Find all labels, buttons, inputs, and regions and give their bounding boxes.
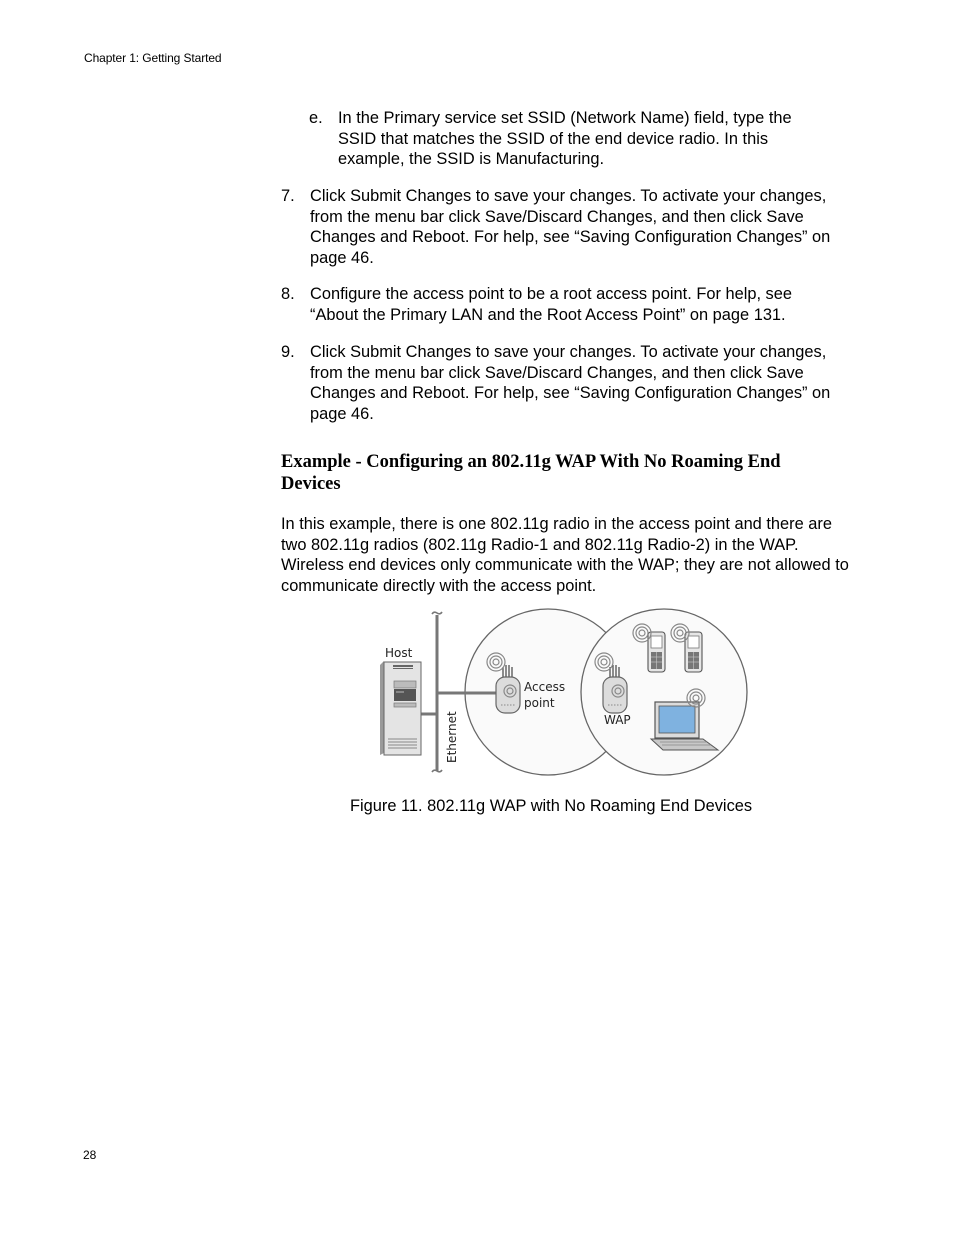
step-9 [281,342,841,424]
ethernet-label: Ethernet [445,711,459,763]
wap-label: WAP [604,713,631,727]
page-number: 28 [83,1148,97,1162]
step-text: In the Primary service set SSID (Network Name) field, type the SSID that matches the SSID of the end device radio. In this example, the SSID is Manufacturing. [338,109,792,168]
access-point-label-line1: Access [524,680,566,694]
step-text: Configure the access point to be a root access point. For help, see “About the Primary LAN and the Root Access Point” on page 131. [310,285,792,324]
section-heading: Example - Configuring an 802.11g WAP With No Roaming End Devices [281,452,781,494]
step-marker: 8. [281,285,295,303]
section-paragraph: In this example, there is one 802.11g radio in the access point and there are two 802.11g radios (802.11g Radio-1 and 802.11g Radio-2) in the WAP. Wireless end devices only communicate with the WAP; they are not allowed to communicate directly with the access point. [281,515,849,595]
step-text: Click Submit Changes to save your changes. To activate your changes, from the menu bar click Save/Discard Changes, and then click Save Changes and Reboot. For help, see “Saving Configuration Changes” on page 46. [310,187,831,267]
step-marker: 7. [281,187,295,205]
step-marker: 9. [281,343,295,361]
step-text: Click Submit Changes to save your changes. To activate your changes, from the menu bar click Save/Discard Changes, and then click Save Changes and Reboot. For help, see “Saving Configuration Changes” on page 46. [310,343,831,423]
host-label: Host [385,646,413,660]
step-8 [281,284,841,325]
figure-caption: Figure 11. 802.11g WAP with No Roaming End Devices [350,797,753,815]
step-marker: e. [309,109,323,127]
access-point-label-line2: point [524,696,555,710]
host-server-icon [380,661,421,755]
network-figure [370,605,760,785]
step-7 [281,186,841,268]
handheld-device-icon [648,632,665,672]
step-e [309,108,829,170]
running-head: Chapter 1: Getting Started [84,51,222,65]
